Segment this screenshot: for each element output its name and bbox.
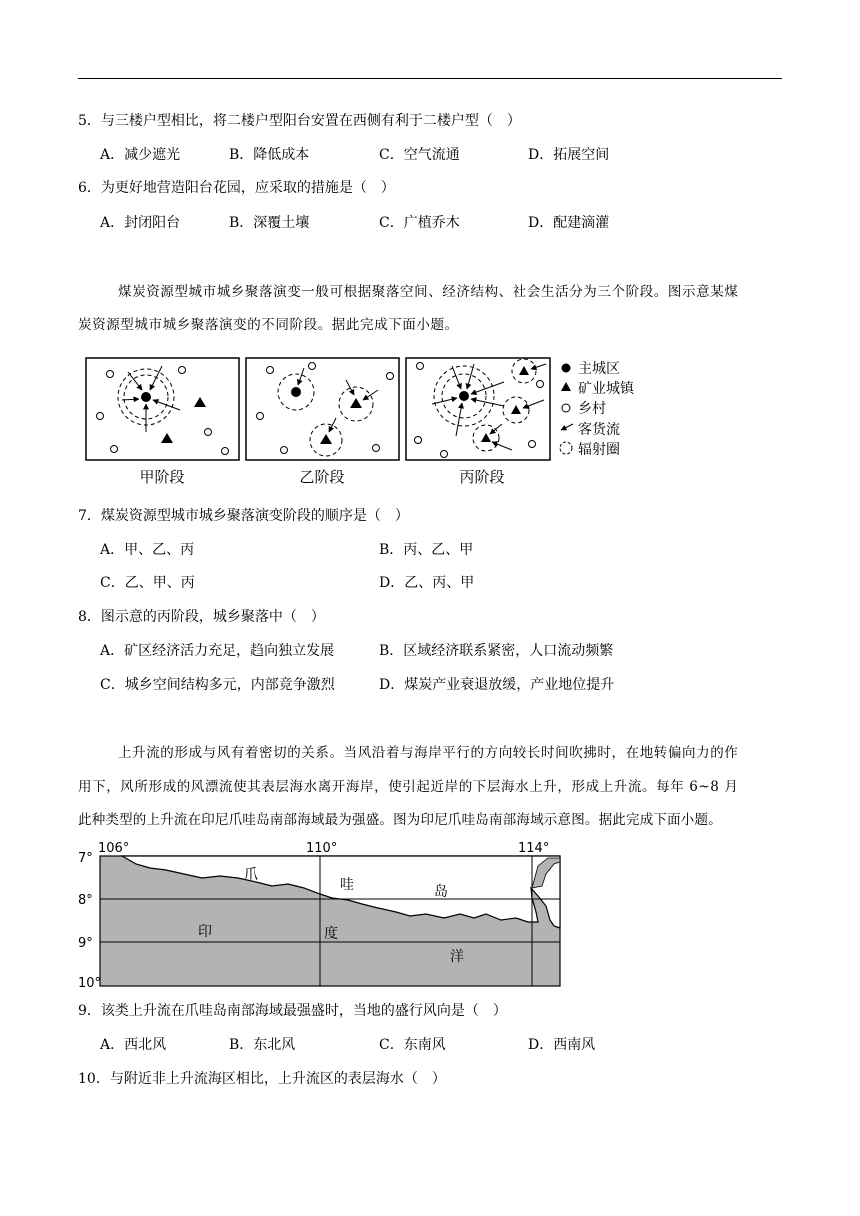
- lon-110: 110°: [306, 841, 338, 856]
- legend-village-icon: [562, 404, 570, 412]
- q6-stem: 6．为更好地营造阳台花园，应采取的措施是（ ）: [78, 180, 395, 196]
- lat-9: 9°: [78, 936, 93, 951]
- q8-option-c: C．城乡空间结构多元，内部竞争激烈: [100, 677, 335, 693]
- q9-option-a: A．西北风: [100, 1037, 167, 1053]
- lat-8: 8°: [78, 893, 93, 908]
- q7-option-c: C．乙、甲、丙: [100, 575, 195, 591]
- q5-stem: 5．与三楼户型相比，将二楼户型阳台安置在西侧有利于二楼户型（ ）: [78, 113, 521, 129]
- q8-option-d: D．煤炭产业衰退放缓，产业地位提升: [379, 677, 615, 693]
- legend-radiation: 辐射圈: [578, 442, 620, 458]
- stage-yi-panel: [246, 358, 399, 460]
- q6-option-c: C．广植乔木: [379, 215, 460, 231]
- q8-option-b: B．区域经济联系紧密，人口流动频繁: [379, 643, 614, 659]
- q6-option-b: B．深覆土壤: [229, 215, 310, 231]
- passage2-line1: 煤炭资源型城市城乡聚落演变一般可根据聚落空间、经济结构、社会生活分为三个阶段。图示意某煤: [118, 284, 739, 300]
- q5-option-c: C．空气流通: [379, 147, 460, 163]
- q6-option-a: A．封闭阳台: [100, 215, 181, 231]
- legend-radiation-icon: [560, 442, 572, 454]
- land-label-zhao: 爪: [244, 867, 258, 883]
- settlement-evolution-figure: [84, 354, 654, 490]
- ocean-label-yang: 洋: [450, 949, 464, 965]
- stage-jia-panel: [86, 358, 239, 460]
- q7-option-b: B．丙、乙、甲: [379, 542, 474, 558]
- lon-106: 106°: [98, 841, 130, 856]
- stage-jia-label: 甲阶段: [139, 468, 185, 486]
- q9-stem: 9．该类上升流在爪哇岛南部海域最强盛时，当地的盛行风向是（ ）: [78, 1003, 507, 1019]
- land-label-dao: 岛: [434, 884, 448, 900]
- figure1-legend: [560, 361, 635, 458]
- passage3-line3: 此种类型的上升流在印尼爪哇岛南部海域最为强盛。图为印尼爪哇岛南部海域示意图。据此完成下面小题。: [78, 812, 722, 828]
- ocean-label-du: 度: [324, 926, 338, 942]
- q5-option-b: B．降低成本: [229, 147, 310, 163]
- stage-bing-panel: [406, 358, 550, 460]
- land-label-wa: 哇: [340, 877, 354, 893]
- passage3-line2: 用下，风所形成的风漂流使其表层海水离开海岸，使引起近岸的下层海水上升，形成上升流。每年 6~8 月: [78, 779, 739, 795]
- q5-option-a: A．减少遮光: [100, 147, 181, 163]
- legend-mining-town: 矿业城镇: [578, 381, 634, 397]
- q9-option-c: C．东南风: [379, 1037, 446, 1053]
- legend-mining-town-icon: [561, 382, 571, 391]
- lat-7: 7°: [78, 851, 93, 866]
- legend-main-city: 主城区: [578, 361, 620, 377]
- legend-village: 乡村: [578, 401, 606, 417]
- legend-flow-icon: [561, 424, 573, 430]
- lon-114: 114°: [518, 841, 550, 856]
- legend-flow: 客货流: [578, 422, 620, 438]
- stage-bing-label: 丙阶段: [459, 468, 505, 486]
- q8-stem: 8．图示意的丙阶段，城乡聚落中（ ）: [78, 609, 325, 625]
- q7-stem: 7．煤炭资源型城市城乡聚落演变阶段的顺序是（ ）: [78, 508, 409, 524]
- header-rule: [78, 78, 782, 79]
- main-city-dot: [141, 392, 151, 402]
- passage3-line1: 上升流的形成与风有着密切的关系。当风沿着与海岸平行的方向较长时间吹拂时，在地转偏向力的作: [118, 745, 739, 761]
- stage-yi-label: 乙阶段: [299, 468, 345, 486]
- legend-main-city-icon: [562, 364, 571, 373]
- ocean-label-yin: 印: [198, 924, 212, 940]
- q7-option-d: D．乙、丙、甲: [379, 575, 475, 591]
- q7-option-a: A．甲、乙、丙: [100, 542, 195, 558]
- lat-10: 10°: [78, 976, 102, 991]
- q9-option-d: D．西南风: [528, 1037, 596, 1053]
- q9-option-b: B．东北风: [229, 1037, 296, 1053]
- q8-option-a: A．矿区经济活力充足，趋向独立发展: [100, 643, 335, 659]
- q5-option-d: D．拓展空间: [528, 147, 610, 163]
- q10-stem: 10．与附近非上升流海区相比，上升流区的表层海水（ ）: [78, 1071, 446, 1087]
- passage2-line2: 炭资源型城市城乡聚落演变的不同阶段。据此完成下面小题。: [78, 317, 459, 333]
- java-sea-map: [76, 836, 566, 992]
- q6-option-d: D．配建滴灌: [528, 215, 610, 231]
